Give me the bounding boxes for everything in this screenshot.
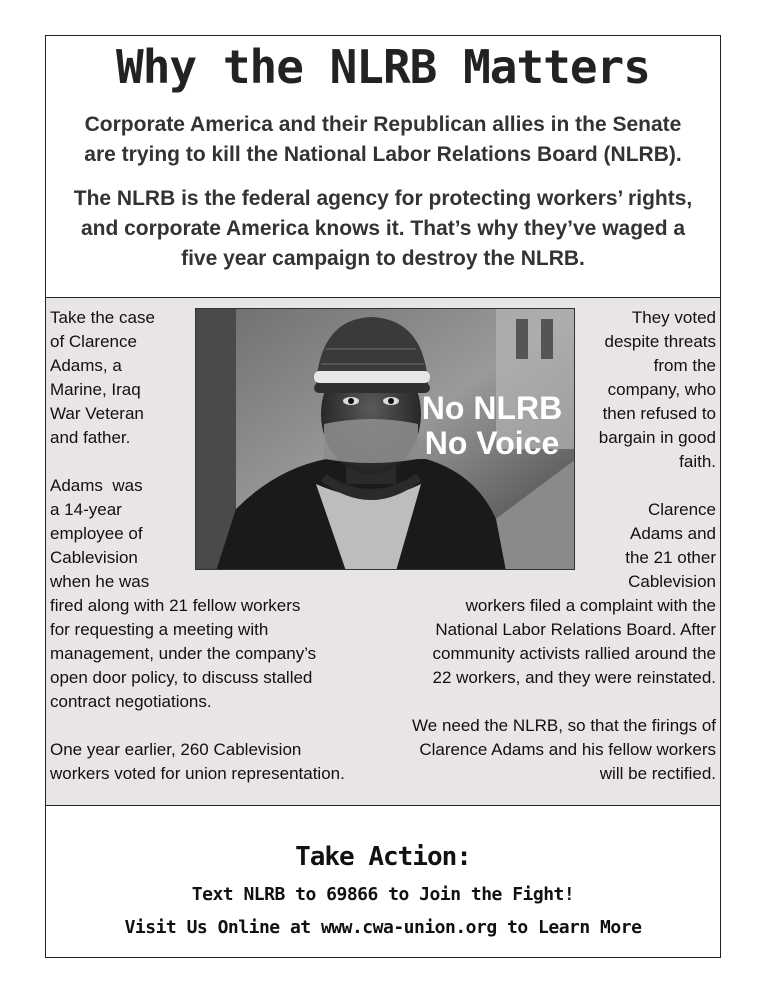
intro-paragraph-2 <box>48 184 718 274</box>
story-left-line: and father. <box>50 428 131 447</box>
intro-paragraph-1 <box>48 110 718 170</box>
header-section <box>46 36 720 298</box>
visit-website-line: Visit Us Online at www.cwa-union.org to Learn More <box>124 917 642 938</box>
story-left-line: Adams, a <box>50 356 122 375</box>
story-left-line: contract negotiations. <box>50 692 212 711</box>
story-left-line: a 14-year <box>50 500 122 519</box>
intro2-line1: The NLRB is the federal agency for protecting workers’ rights, <box>73 187 693 210</box>
story-left-line: Take the case <box>50 308 155 327</box>
story-right-line: National Labor Relations Board. After <box>435 620 716 639</box>
story-right-line: community activists rallied around the <box>432 644 716 663</box>
story-left-line: One year earlier, 260 Cablevision <box>50 740 302 759</box>
take-action-section <box>46 806 720 959</box>
page-title: Why the NLRB Matters <box>116 40 650 94</box>
story-left-line: workers voted for union representation. <box>50 764 345 783</box>
story-left-line: employee of <box>50 524 143 543</box>
story-right-line: despite threats <box>604 332 716 351</box>
story-right-line: then refused to <box>602 404 716 423</box>
story-left-line: for requesting a meeting with <box>50 620 269 639</box>
story-left-line: Marine, Iraq <box>50 380 141 399</box>
flyer-frame <box>45 35 721 958</box>
intro2-line3: five year campaign to destroy the NLRB. <box>181 247 585 270</box>
story-right-line: Clarence <box>647 500 716 519</box>
story-section <box>46 298 720 806</box>
story-right-line: Clarence Adams and his fellow workers <box>419 740 716 759</box>
story-left-line: management, under the company’s <box>50 644 317 663</box>
photo-illustration <box>196 309 575 570</box>
story-right-line: Adams and <box>630 524 716 543</box>
intro1-line1: Corporate America and their Republican allies in the Senate <box>84 113 682 136</box>
story-left-line: when he was <box>50 572 150 591</box>
photo-caption-line1: No NLRB <box>421 390 563 426</box>
story-left-line: open door policy, to discuss stalled <box>50 668 313 687</box>
story-left-line: fired along with 21 fellow workers <box>50 596 301 615</box>
story-left-line: Adams was <box>50 476 143 495</box>
story-right-line: faith. <box>679 452 716 471</box>
story-right-line: Cablevision <box>628 572 716 591</box>
story-right-line: bargain in good <box>598 428 716 447</box>
story-right-line: company, who <box>607 380 716 399</box>
story-right-line: We need the NLRB, so that the firings of <box>412 716 716 735</box>
photo-caption-line2: No Voice <box>424 425 560 461</box>
protest-photo <box>195 308 575 570</box>
story-right-line: will be rectified. <box>599 764 716 783</box>
story-right-line: the 21 other <box>625 548 716 567</box>
intro1-line2: are trying to kill the National Labor Relations Board (NLRB). <box>84 143 682 166</box>
intro2-line2: and corporate America knows it. That’s why they’ve waged a <box>80 217 686 240</box>
text-to-join-line: Text NLRB to 69866 to Join the Fight! <box>191 884 575 905</box>
story-left-line: Cablevision <box>50 548 138 567</box>
take-action-title: Take Action: <box>295 842 471 872</box>
story-left-line: War Veteran <box>50 404 144 423</box>
story-right-line: workers filed a complaint with the <box>465 596 716 615</box>
story-right-line: 22 workers, and they were reinstated. <box>432 668 716 687</box>
story-right-line: They voted <box>631 308 716 327</box>
story-right-line: from the <box>653 356 716 375</box>
story-left-line: of Clarence <box>50 332 137 351</box>
